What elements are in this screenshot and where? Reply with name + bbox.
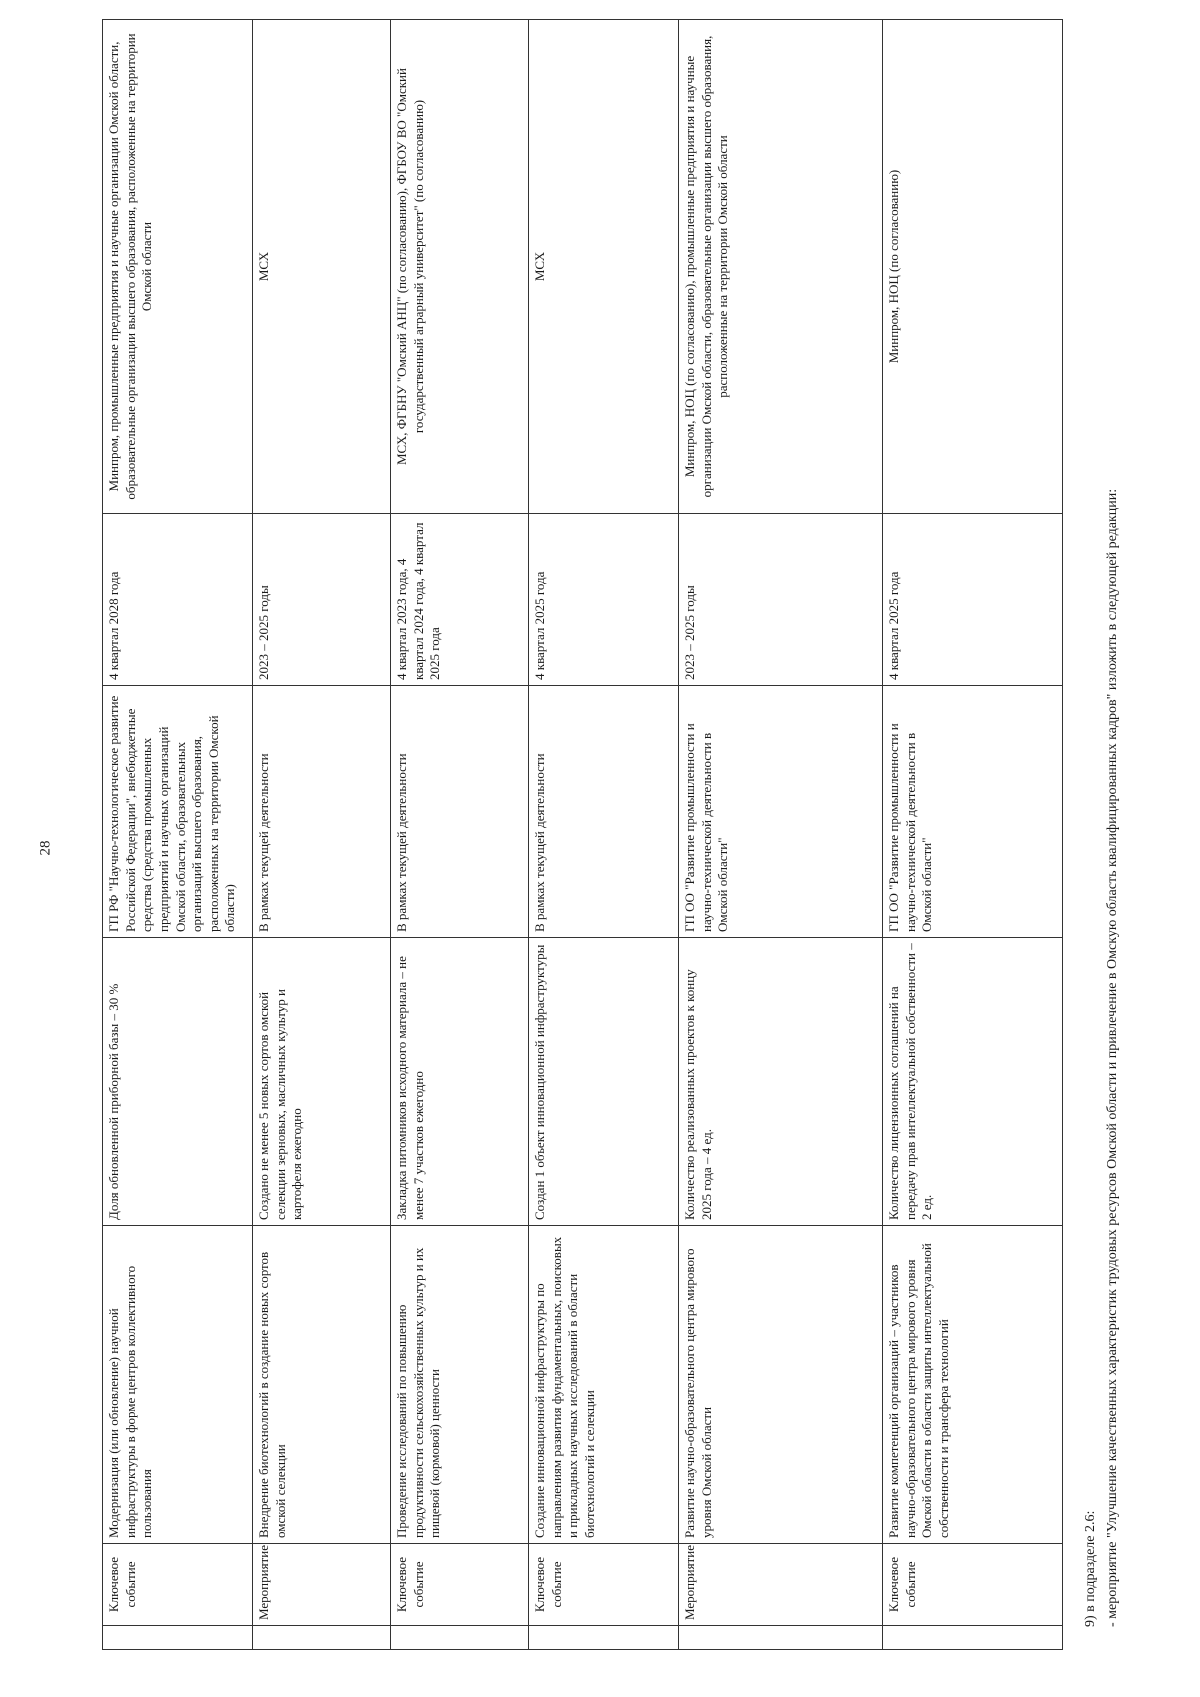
subsection-note: 9) в подразделе 2.6: [1083,1510,1098,1627]
row-number-cell [679,1626,883,1650]
table-row [883,20,1063,1650]
event-type-cell: Мероприятие [679,1544,883,1626]
result-cell: Доля обновленной приборной базы – 30 % [103,938,253,1226]
funding-source-cell: ГП ОО "Развитие промышленности и научно-технической деятельности в Омской области" [679,686,883,938]
funding-source-cell: ГП ОО "Развитие промышленности и научно-технической деятельности в Омской области" [883,686,1063,938]
event-type-cell: Ключевое событие [103,1544,253,1626]
deadline-cell: 4 квартал 2025 года [883,514,1063,686]
row-number-cell [103,1626,253,1650]
event-name-cell: Развитие компетенций организаций – участников научно-образовательного центра мирового уровня Омской области в области защиты интеллектуальной собственности и трансфера технологий [883,1226,1063,1544]
result-cell: Количество реализованных проектов к концу 2025 года – 4 ед. [679,938,883,1226]
event-name-cell: Создание инновационной инфраструктуры по направлениям развития фундаментальных, поисковых и прикладных научных исследований в области биотехнологий и селекции [529,1226,679,1544]
funding-source-cell: В рамках текущей деятельности [253,686,391,938]
responsible-cell: Минпром, НОЦ (по согласованию) [883,20,1063,514]
row-number-cell [253,1626,391,1650]
responsible-cell: МСХ [529,20,679,514]
row-number-cell [391,1626,529,1650]
event-name-cell: Развитие научно-образовательного центра мирового уровня Омской области [679,1226,883,1544]
event-type-cell: Ключевое событие [529,1544,679,1626]
deadline-cell: 4 квартал 2028 года [103,514,253,686]
result-cell: Закладка питомников исходного материала – не менее 7 участков ежегодно [391,938,529,1226]
responsible-cell: Минпром, НОЦ (по согласованию), промышленные предприятия и научные организации Омской области, образовательные организации высшего образования, расположенные на территории Омской области [679,20,883,514]
event-type-cell: Ключевое событие [391,1544,529,1626]
funding-source-cell: В рамках текущей деятельности [391,686,529,938]
table-row [529,20,679,1650]
footer-text [1080,489,1125,1627]
event-name-cell: Модернизация (или обновление) научной инфраструктуры в форме центров коллективного пользования [103,1226,253,1544]
table-row [253,20,391,1650]
responsible-cell: МСХ, ФГБНУ "Омский АНЦ" (по согласованию), ФГБОУ ВО "Омский государственный аграрный университет" (по согласованию) [391,20,529,514]
deadline-cell: 4 квартал 2023 года, 4 квартал 2024 года, 4 квартал 2025 года [391,514,529,686]
event-name-cell: Внедрение биотехнологий в создание новых сортов омской селекции [253,1226,391,1544]
row-number-cell [883,1626,1063,1650]
result-cell: Создано не менее 5 новых сортов омской селекции зерновых, масличных культур и картофеля ежегодно [253,938,391,1226]
row-number-cell [529,1626,679,1650]
event-note: - мероприятие "Улучшение качественных характеристик трудовых ресурсов Омской области и привлечение в Омскую область квалифицированных кадров" изложить в следующей редакции: [1105,488,1121,1627]
deadline-cell: 2023 – 2025 годы [253,514,391,686]
responsible-cell: МСХ [253,20,391,514]
deadline-cell: 4 квартал 2025 года [529,514,679,686]
table-row [391,20,529,1650]
table-row [679,20,883,1650]
table-row [103,20,253,1650]
event-name-cell: Проведение исследований по повышению продуктивности сельскохозяйственных культур и их пищевой (кормовой) ценности [391,1226,529,1544]
event-type-cell: Мероприятие [253,1544,391,1626]
plan-table [102,19,1063,1650]
plan-table-body [103,20,1063,1650]
funding-source-cell: В рамках текущей деятельности [529,686,679,938]
page-number: 28 [37,840,54,856]
result-cell: Количество лицензионных соглашений на передачу прав интеллектуальной собственности – 2 ед. [883,938,1063,1226]
funding-source-cell: ГП РФ "Научно-технологическое развитие Российской Федерации", внебюджетные средства (средства промышленных предприятий и научных организаций Омской области, образовательных организаций высшего образования, расположенных на территории Омской области) [103,686,253,938]
event-type-cell: Ключевое событие [883,1544,1063,1626]
responsible-cell: Минпром, промышленные предприятия и научные организации Омской области, образовательные организации высшего образования, расположенные на территории Омской области [103,20,253,514]
deadline-cell: 2023 – 2025 годы [679,514,883,686]
result-cell: Создан 1 объект инновационной инфраструктуры [529,938,679,1226]
